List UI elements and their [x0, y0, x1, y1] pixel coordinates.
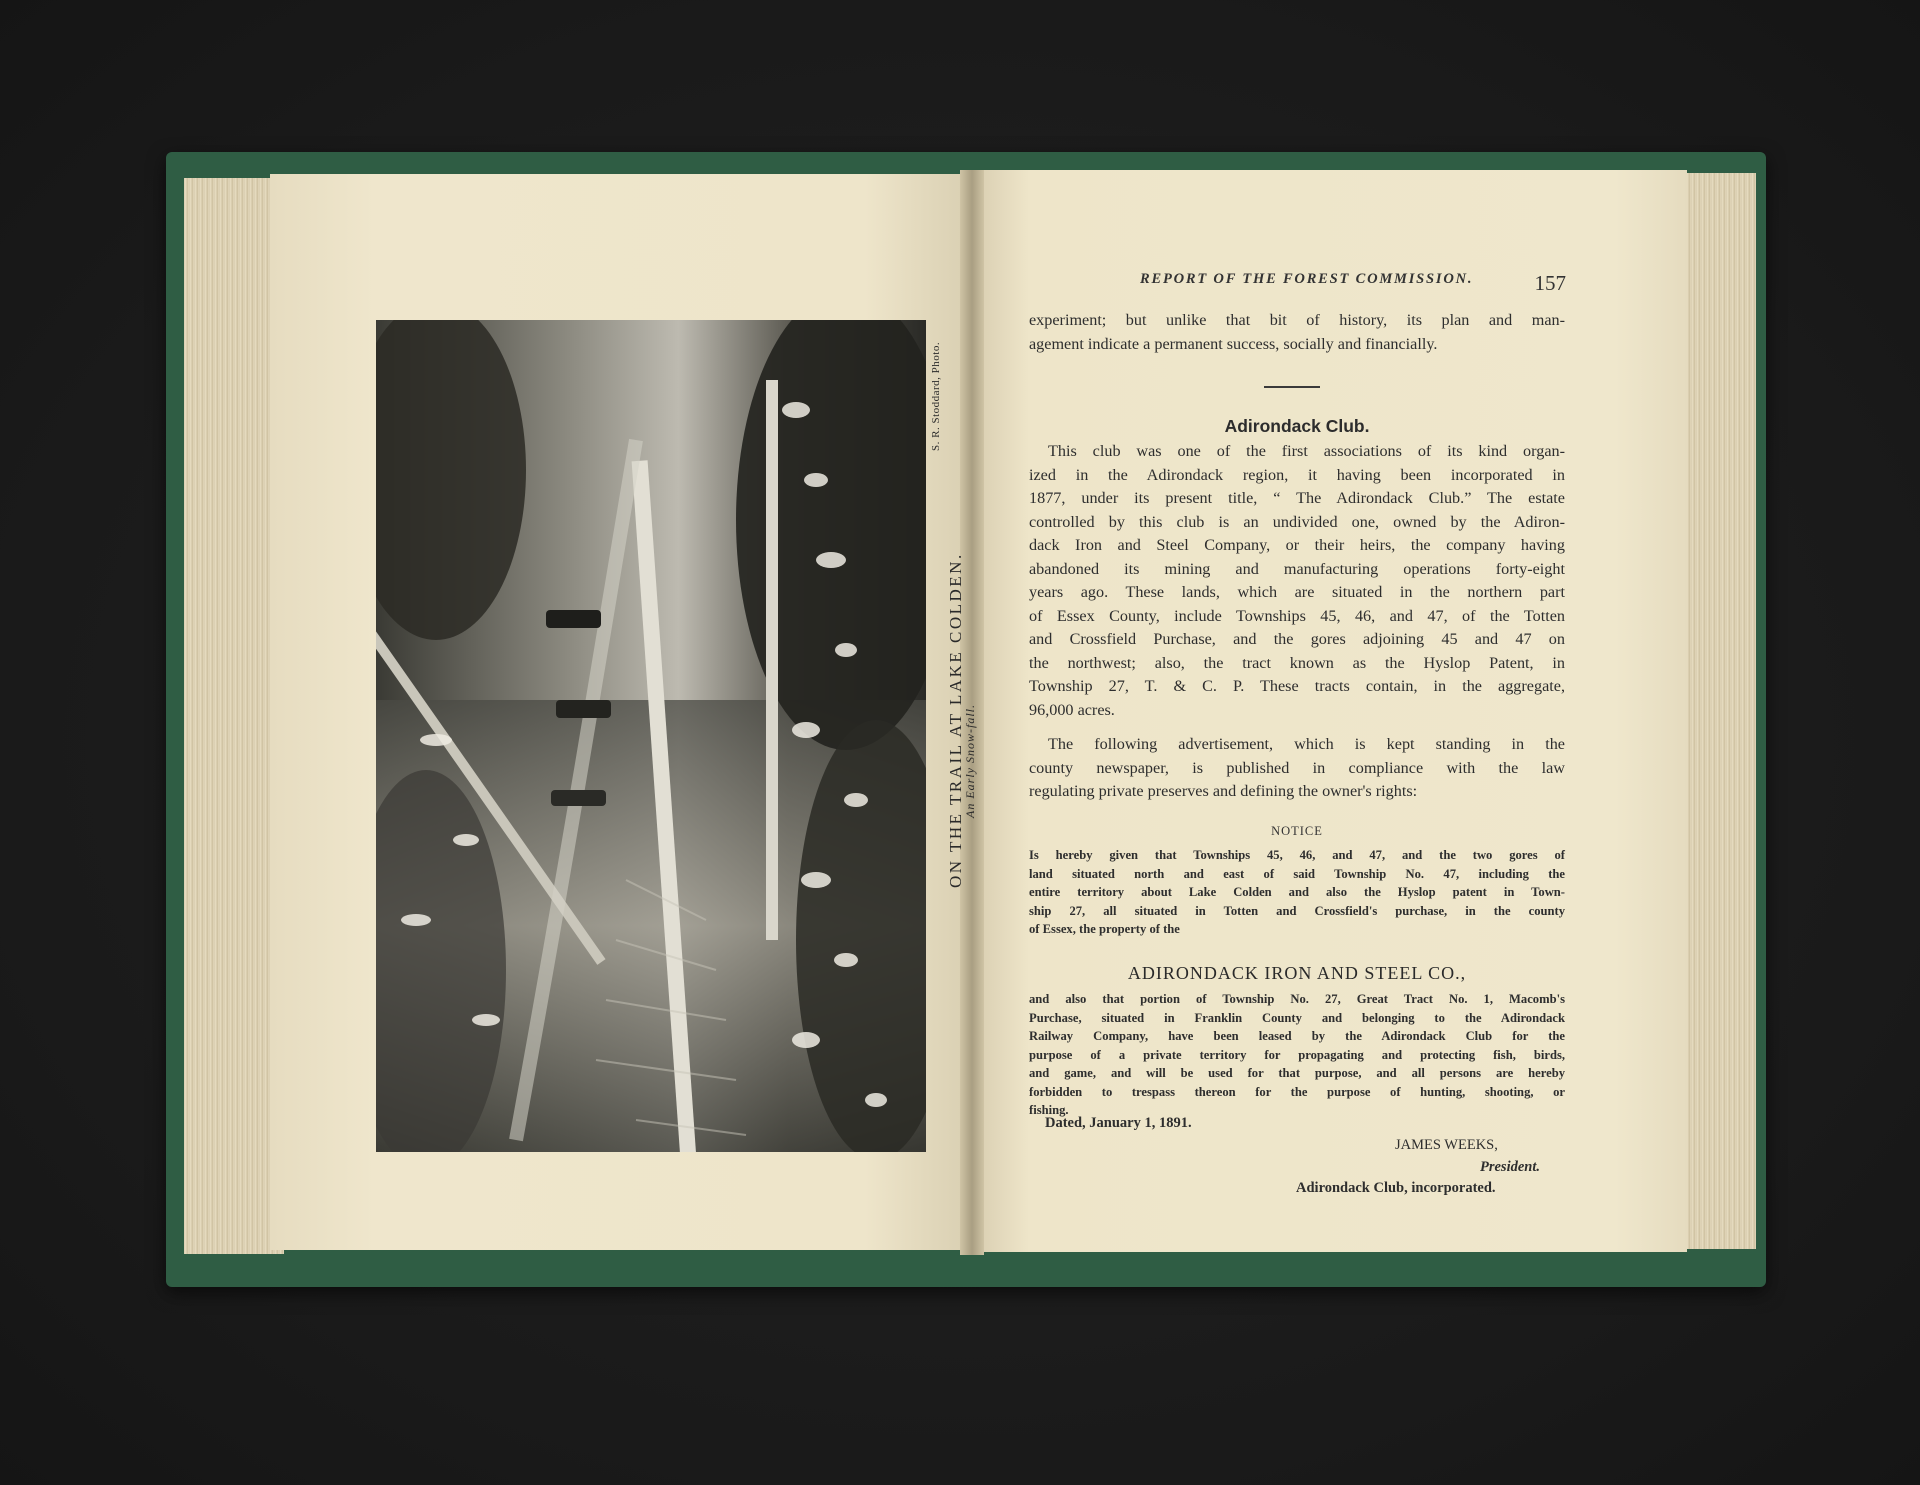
page-number: 157 [1534, 271, 1566, 295]
notice-line: of Essex, the property of the [1029, 922, 1180, 936]
text-line: dack Iron and Steel Company, or their heirs, the company having [1029, 536, 1565, 554]
running-head: REPORT OF THE FOREST COMMISSION. [1140, 271, 1474, 287]
text-line: ized in the Adirondack region, it having been incorporated in [1029, 465, 1565, 484]
opening-paragraph [1029, 309, 1565, 356]
text-line: controlled by this club is an undivided one, owned by the Adiron- [1029, 512, 1565, 531]
text-line: 1877, under its present title, “ The Adirondack Club.” The estate [1029, 489, 1565, 507]
notice-line: and also that portion of Township No. 27, Great Tract No. 1, Macomb's [1029, 992, 1565, 1006]
notice-heading: NOTICE [1271, 824, 1323, 838]
notice-line: land situated north and east of said Township No. 47, including the [1029, 866, 1565, 881]
text-line: Township 27, T. & C. P. These tracts contain, in the aggregate, [1029, 677, 1565, 695]
text-line: 96,000 acres. [1029, 700, 1115, 719]
text-line: and Crossfield Purchase, and the gores adjoining 45 and 47 on [1029, 630, 1565, 648]
text-line: of Essex County, include Townships 45, 46, and 47, of the Totten [1029, 606, 1565, 625]
text-line: experiment; but unlike that bit of history, its plan and man- [1029, 311, 1565, 329]
signer-name: JAMES WEEKS, [1395, 1137, 1498, 1153]
notice-line: fishing. [1029, 1103, 1069, 1117]
paragraph-club-history [1029, 440, 1565, 722]
signer-title: President. [1480, 1159, 1541, 1175]
text-line: years ago. These lands, which are situated in the northern part [1029, 583, 1565, 601]
company-name: ADIRONDACK IRON AND STEEL CO., [1127, 963, 1467, 983]
text-line: This club was one of the first associations of its kind organ- [1048, 442, 1565, 460]
notice-line: forbidden to trespass thereon for the purpose of hunting, shooting, or [1029, 1084, 1565, 1099]
photo-credit: S. R. Stoddard, Photo. [930, 341, 942, 451]
photo-caption-title: ON THE TRAIL AT LAKE COLDEN. [946, 552, 965, 888]
signer-organization: Adirondack Club, incorporated. [1296, 1180, 1496, 1196]
section-title: Adirondack Club. [1224, 416, 1370, 436]
notice-line: Is hereby given that Townships 45, 46, and 47, and the two gores of [1029, 848, 1565, 862]
notice-line: ship 27, all situated in Totten and Crossfield's purchase, in the county [1029, 903, 1565, 918]
notice-date: Dated, January 1, 1891. [1045, 1115, 1192, 1131]
paragraph-advertisement-intro [1029, 733, 1565, 804]
text-line: county newspaper, is published in compliance with the law [1029, 758, 1565, 777]
notice-body-part-2 [1029, 990, 1565, 1120]
text-line: the northwest; also, the tract known as the Hyslop Patent, in [1029, 653, 1565, 672]
photo-caption-subtitle: An Early Snow-fall. [963, 704, 977, 818]
text-line: regulating private preserves and defining the owner's rights: [1029, 782, 1418, 800]
left-page-edges [184, 178, 284, 1254]
text-line: The following advertisement, which is kept standing in the [1048, 735, 1565, 753]
text-line: agement indicate a permanent success, socially and financially. [1029, 334, 1438, 353]
trail-photograph-image [376, 320, 926, 1152]
right-page-edges [1676, 173, 1756, 1249]
section-divider [1264, 386, 1320, 388]
trail-photograph [376, 320, 926, 1152]
text-line: abandoned its mining and manufacturing operations forty-eight [1029, 559, 1565, 578]
notice-line: purpose of a private territory for propagating and protecting fish, birds, [1029, 1047, 1565, 1062]
notice-line: entire territory about Lake Colden and also the Hyslop patent in Town- [1029, 885, 1565, 899]
notice-line: Railway Company, have been leased by the Adirondack Club for the [1029, 1029, 1565, 1043]
notice-body-part-1 [1029, 846, 1565, 939]
notice-line: and game, and will be used for that purpose, and all persons are hereby [1029, 1066, 1565, 1080]
notice-line: Purchase, situated in Franklin County and belonging to the Adirondack [1029, 1010, 1565, 1025]
